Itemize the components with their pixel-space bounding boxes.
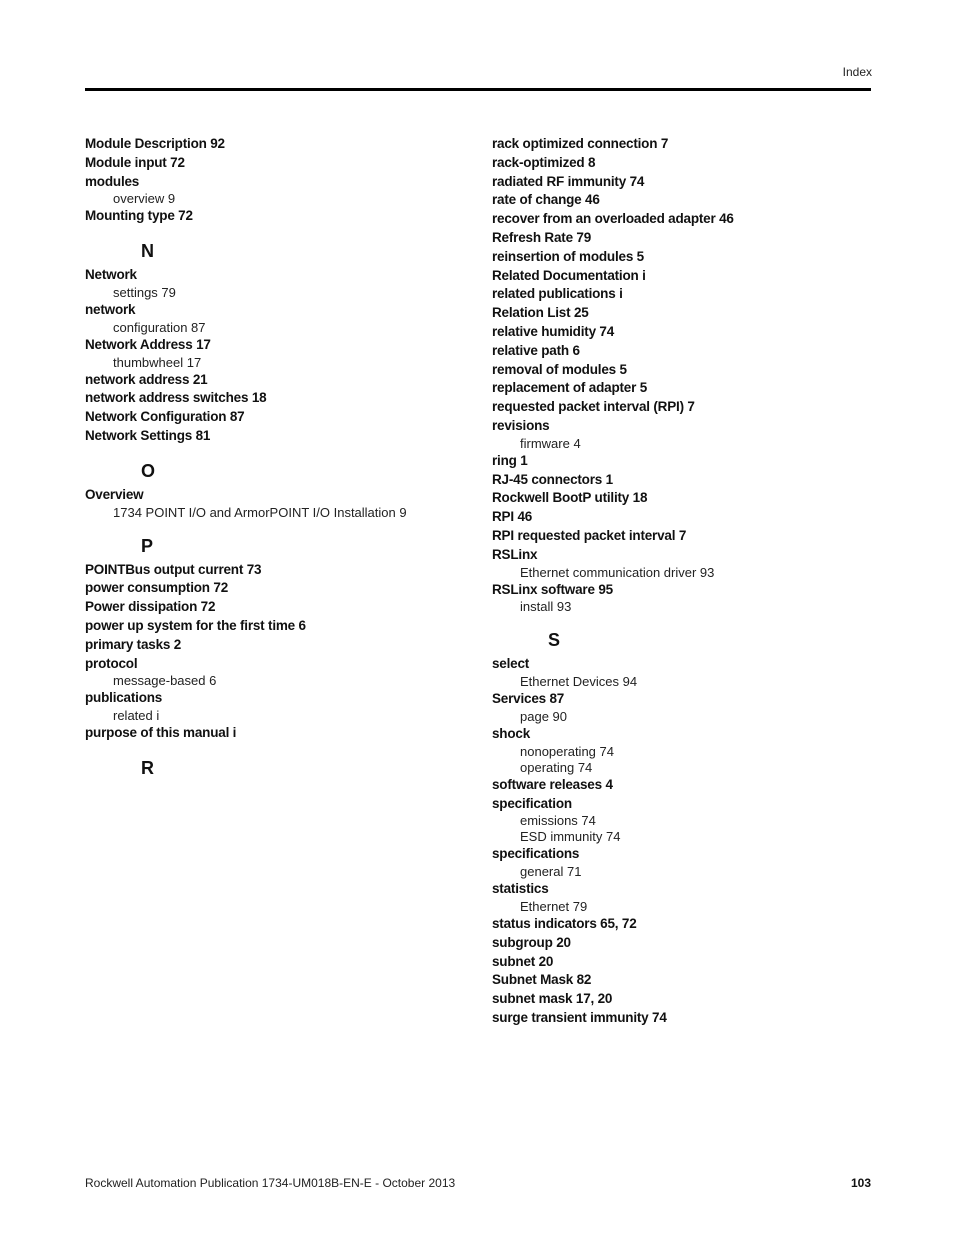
index-subentry: Ethernet communication driver 93 <box>520 564 715 580</box>
index-entry: Overview <box>85 486 144 502</box>
index-entry: network address switches 18 <box>85 390 267 406</box>
index-subentry: Ethernet 79 <box>520 898 588 914</box>
index-entry: relative path 6 <box>492 342 580 358</box>
index-subentry: ESD immunity 74 <box>520 829 621 845</box>
index-entry: radiated RF immunity 74 <box>492 173 645 189</box>
header-rule <box>85 88 871 91</box>
index-entry: RPI requested packet interval 7 <box>492 527 687 543</box>
index-column-right <box>492 135 872 1028</box>
index-entry: Power dissipation 72 <box>85 599 216 615</box>
index-entry: Mounting type 72 <box>85 208 193 224</box>
index-entry: rack optimized connection 7 <box>492 136 669 151</box>
index-entry: Rockwell BootP utility 18 <box>492 490 648 506</box>
index-letter-heading: S <box>548 630 561 651</box>
index-entry: purpose of this manual i <box>85 725 237 741</box>
index-entry: removal of modules 5 <box>492 361 627 377</box>
index-entry: Network Address 17 <box>85 336 211 352</box>
index-entry: RSLinx <box>492 546 538 562</box>
index-entry: relative humidity 74 <box>492 323 615 339</box>
index-subentry: page 90 <box>520 708 567 724</box>
index-subentry: Ethernet Devices 94 <box>520 674 638 690</box>
index-letter-heading: P <box>141 535 154 556</box>
index-letter-heading: O <box>141 460 156 481</box>
index-entry: rack-optimized 8 <box>492 154 596 170</box>
index-subentry: configuration 87 <box>113 319 206 335</box>
index-subentry: general 71 <box>520 864 582 880</box>
index-entry: RSLinx software 95 <box>492 581 613 597</box>
index-entry: Subnet Mask 82 <box>492 972 592 988</box>
index-entry: related publications i <box>492 286 623 302</box>
index-entry: statistics <box>492 881 549 897</box>
index-subentry: install 93 <box>520 599 572 615</box>
index-entry: Related Documentation i <box>492 267 646 283</box>
index-entry: Network Configuration 87 <box>85 409 245 425</box>
index-entry: rate of change 46 <box>492 192 600 208</box>
index-entry: reinsertion of modules 5 <box>492 248 644 264</box>
index-letter-heading: R <box>141 757 154 778</box>
page-number: 103 <box>850 1176 871 1190</box>
index-subentry: overview 9 <box>113 191 176 207</box>
index-entry: ring 1 <box>492 452 528 468</box>
index-column-left <box>85 135 465 783</box>
index-subentry: firmware 4 <box>520 435 581 451</box>
index-entry: Relation List 25 <box>492 305 589 321</box>
index-letter-heading: N <box>141 241 154 262</box>
index-entry: POINTBus output current 73 <box>85 561 262 577</box>
index-entry: protocol <box>85 655 138 671</box>
index-entry: specifications <box>492 846 580 862</box>
index-subentry: settings 79 <box>113 284 176 300</box>
index-entry: Module Description 92 <box>85 136 225 151</box>
index-subentry: related i <box>113 708 160 724</box>
index-entry: Network Settings 81 <box>85 427 211 443</box>
index-entry: replacement of adapter 5 <box>492 380 648 396</box>
index-entry: requested packet interval (RPI) 7 <box>492 399 695 415</box>
index-entry: surge transient immunity 74 <box>492 1009 667 1025</box>
index-entry: shock <box>492 725 531 741</box>
index-entry: Module input 72 <box>85 154 185 170</box>
index-entry: Refresh Rate 79 <box>492 229 592 245</box>
index-entry: status indicators 65, 72 <box>492 915 637 931</box>
index-subentry: operating 74 <box>520 759 593 775</box>
index-entry: network <box>85 301 136 317</box>
index-entry: power up system for the first time 6 <box>85 617 306 633</box>
index-entry: Network <box>85 267 137 283</box>
footer-publication: Rockwell Automation Publication 1734-UM018B-EN-E - October 2013 <box>85 1176 456 1190</box>
index-subentry: message-based 6 <box>113 673 217 689</box>
index-entry: primary tasks 2 <box>85 636 182 652</box>
index-entry: RPI 46 <box>492 509 533 525</box>
index-subentry: 1734 POINT I/O and ArmorPOINT I/O Installation 9 <box>113 504 407 520</box>
index-entry: recover from an overloaded adapter 46 <box>492 211 734 227</box>
index-subentry: thumbwheel 17 <box>113 354 202 370</box>
index-entry: revisions <box>492 417 550 433</box>
index-entry: select <box>492 656 530 672</box>
index-entry: subnet mask 17, 20 <box>492 991 613 1007</box>
index-entry: power consumption 72 <box>85 580 229 596</box>
index-entry: Services 87 <box>492 691 565 707</box>
index-entry: specification <box>492 795 572 811</box>
index-entry: subnet 20 <box>492 953 554 969</box>
index-subentry: nonoperating 74 <box>520 743 614 759</box>
index-subentry: emissions 74 <box>520 813 596 829</box>
index-entry: software releases 4 <box>492 776 613 792</box>
header-section-label: Index <box>842 65 872 79</box>
index-entry: modules <box>85 173 140 189</box>
index-entry: network address 21 <box>85 371 208 387</box>
index-entry: RJ-45 connectors 1 <box>492 471 613 487</box>
index-entry: publications <box>85 690 163 706</box>
index-entry: subgroup 20 <box>492 934 571 950</box>
